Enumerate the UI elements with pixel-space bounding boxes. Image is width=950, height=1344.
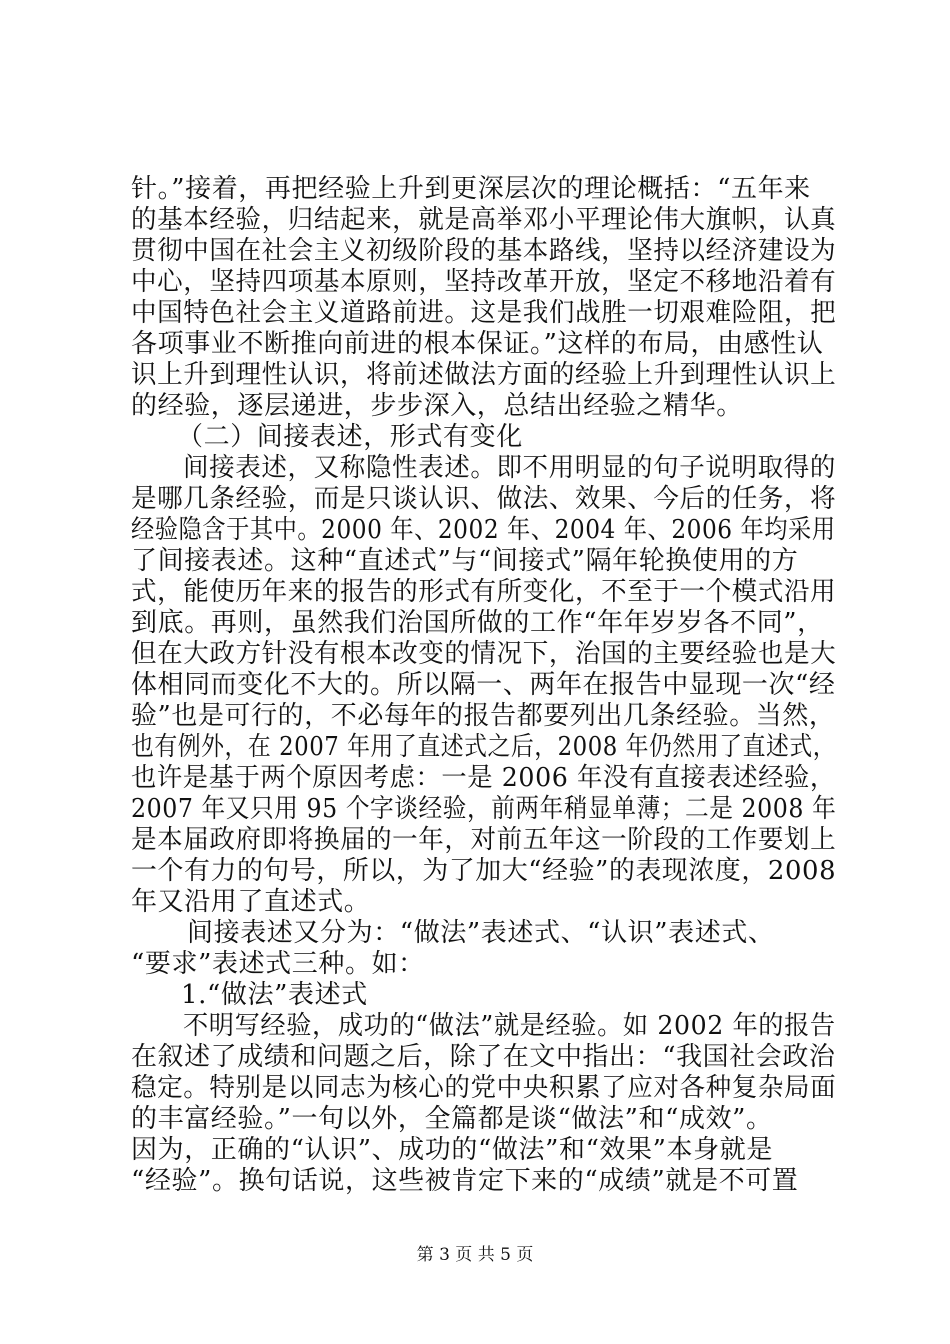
paragraph-line: 的基本经验，归结起来，就是高举邓小平理论伟大旗帜，认真 xyxy=(131,205,837,235)
paragraph-line: “要求”表述式三种。如： xyxy=(131,949,425,979)
paragraph-line: 年又沿用了直述式。 xyxy=(131,887,371,917)
paragraph-line: 经验隐含于其中。2000 年、2002 年、2004 年、2006 年均采用 xyxy=(131,515,836,545)
paragraph-line: 验”也是可行的，不必每年的报告都要列出几条经验。当然， xyxy=(131,701,836,731)
paragraph-line: 中国特色社会主义道路前进。这是我们战胜一切艰难险阻，把 xyxy=(131,298,837,328)
paragraph-line: 到底。再则，虽然我们治国所做的工作“年年岁岁各不同”， xyxy=(131,608,824,638)
paragraph-line: 不明写经验，成功的“做法”就是经验。如 2002 年的报告 xyxy=(183,1011,836,1041)
paragraph-line: 间接表述，又称隐性表述。即不用明显的句子说明取得的 xyxy=(183,453,837,483)
paragraph-line: 也许是基于两个原因考虑：一是 2006 年没有直接表述经验， xyxy=(131,763,836,793)
paragraph-line: 针。”接着，再把经验上升到更深层次的理论概括：“五年来 xyxy=(131,174,811,204)
paragraph-line: 2007 年又只用 95 个字谈经验，前两年稍显单薄；二是 2008 年 xyxy=(131,794,837,824)
paragraph-line: 但在大政方针没有根本改变的情况下，治国的主要经验也是大 xyxy=(131,639,837,669)
paragraph-line: 因为，正确的“认识”、成功的“做法”和“效果”本身就是 xyxy=(131,1135,773,1165)
paragraph-line: 的经验，逐层递进，步步深入，总结出经验之精华。 xyxy=(131,391,743,421)
paragraph-line: 识上升到理性认识，将前述做法方面的经验上升到理性认识上 xyxy=(131,360,837,390)
paragraph-line: 也有例外，在 2007 年用了直述式之后，2008 年仍然用了直述式， xyxy=(131,732,837,762)
paragraph-line: “经验”。换句话说，这些被肯定下来的“成绩”就是不可置 xyxy=(131,1166,799,1196)
paragraph-line: 间接表述又分为：“做法”表述式、“认识”表述式、 xyxy=(187,918,775,948)
paragraph-line: 贯彻中国在社会主义初级阶段的基本路线，坚持以经济建设为 xyxy=(131,236,837,266)
paragraph-line: 在叙述了成绩和问题之后，除了在文中指出：“我国社会政治 xyxy=(131,1042,836,1072)
paragraph-line: 的丰富经验。”一句以外，全篇都是谈“做法”和“成效”。 xyxy=(131,1104,773,1134)
section-heading: （二）间接表述，形式有变化 xyxy=(177,422,523,452)
paragraph-line: 是本届政府即将换届的一年，对前五年这一阶段的工作要划上 xyxy=(131,825,837,855)
paragraph-line: 体相同而变化不大的。所以隔一、两年在报告中显现一次“经 xyxy=(131,670,836,700)
paragraph-line: 是哪几条经验，而是只谈认识、做法、效果、今后的任务，将 xyxy=(131,484,837,514)
subsection-heading: 1.“做法”表述式 xyxy=(181,980,368,1010)
paragraph-line: 一个有力的句号，所以，为了加大“经验”的表现浓度，2008 xyxy=(131,856,837,886)
page-number-footer: 第 3 页 共 5 页 xyxy=(416,1245,534,1265)
paragraph-line: 式，能使历年来的报告的形式有所变化，不至于一个模式沿用 xyxy=(131,577,837,607)
paragraph-line: 稳定。特别是以同志为核心的党中央积累了应对各种复杂局面 xyxy=(131,1073,837,1103)
paragraph-line: 了间接表述。这种“直述式”与“间接式”隔年轮换使用的方 xyxy=(131,546,799,576)
paragraph-line: 各项事业不断推向前进的根本保证。”这样的布局，由感性认 xyxy=(131,329,824,359)
paragraph-line: 中心，坚持四项基本原则，坚持改革开放，坚定不移地沿着有 xyxy=(131,267,837,297)
